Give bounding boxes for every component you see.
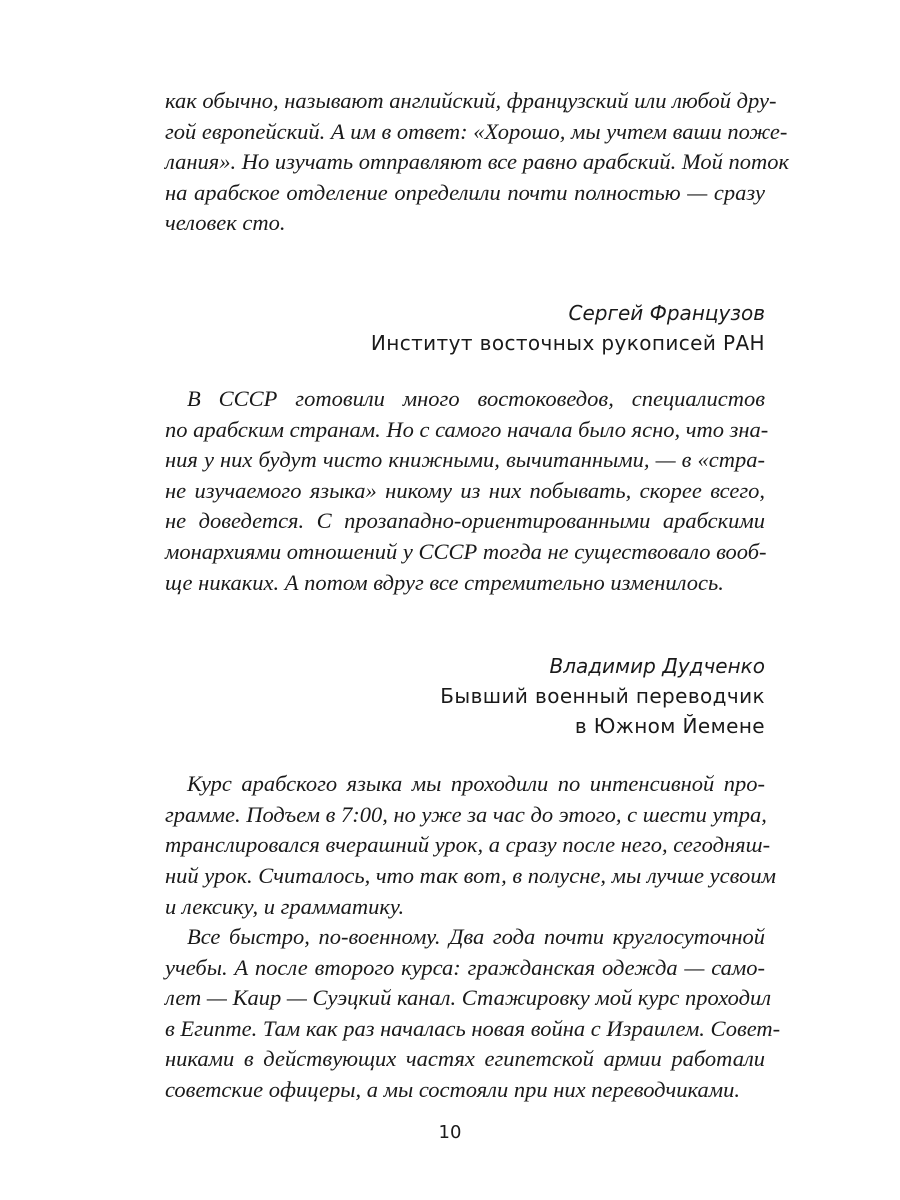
text-line: лет — Каир — Суэцкий канал. Стажировку мой курс проходил <box>165 985 772 1011</box>
text-line: ще никаких. А потом вдруг все стремительно изменилось. <box>165 569 724 595</box>
text-line: гой европейский. А им в ответ: «Хорошо, мы учтем ваши поже- <box>165 118 788 144</box>
text-line: не изучаемого языка» никому из них побывать, скорее всего, <box>165 477 765 503</box>
text-line: как обычно, называют английский, французский или любой дру- <box>165 88 777 113</box>
author-role: в Южном Йемене <box>574 714 765 739</box>
paragraph-dudchenko-2 <box>165 922 781 1106</box>
paragraph-continuation <box>165 86 789 239</box>
text-line: монархиями отношений у СССР тогда не существовало вооб- <box>165 538 767 564</box>
text-line: никами в действующих частях египетской армии работали <box>165 1046 765 1072</box>
text-line: не доведется. С прозападно-ориентированными арабскими <box>165 508 765 534</box>
text-line: учебы. А после второго курса: гражданская одежда — само- <box>165 954 765 980</box>
attribution-frantsuzov <box>165 298 765 358</box>
text-line: Курс арабского языка мы проходили по интенсивной про- <box>187 771 765 797</box>
author-name: Владимир Дудченко <box>549 654 765 679</box>
text-line: ния у них будут чисто книжными, вычитанными, — в «стра- <box>165 447 765 473</box>
text-line: человек сто. <box>165 210 286 236</box>
author-role: Бывший военный переводчик <box>440 684 765 709</box>
attribution-dudchenko <box>165 651 765 741</box>
text-line: грамме. Подъем в 7:00, но уже за час до этого, с шести утра, <box>165 801 767 827</box>
text-line: лания». Но изучать отправляют все равно арабский. Мой поток <box>165 149 789 175</box>
text-line: в Египте. Там как раз началась новая война с Израилем. Совет- <box>165 1015 781 1041</box>
book-page <box>165 86 789 1106</box>
text-line: по арабским странам. Но с самого начала было ясно, что зна- <box>165 416 769 442</box>
text-line: советские офицеры, а мы состояли при них переводчиками. <box>165 1077 740 1103</box>
text-line: и лексику, и грамматику. <box>165 893 405 919</box>
author-name: Сергей Французов <box>568 300 765 325</box>
paragraph-frantsuzov <box>165 384 769 598</box>
text-line: В СССР готовили много востоковедов, специалистов <box>187 385 765 411</box>
author-role: Институт восточных рукописей РАН <box>370 330 765 355</box>
text-line: на арабское отделение определили почти полностью — сразу <box>165 179 765 205</box>
text-line: транслировался вчерашний урок, а сразу после него, сегодняш- <box>165 832 771 858</box>
paragraph-dudchenko-1 <box>165 769 776 922</box>
page-number: 10 <box>438 1122 462 1143</box>
text-line: Все быстро, по-военному. Два года почти круглосуточной <box>187 924 765 950</box>
text-line: ний урок. Считалось, что так вот, в полусне, мы лучше усвоим <box>165 862 776 888</box>
